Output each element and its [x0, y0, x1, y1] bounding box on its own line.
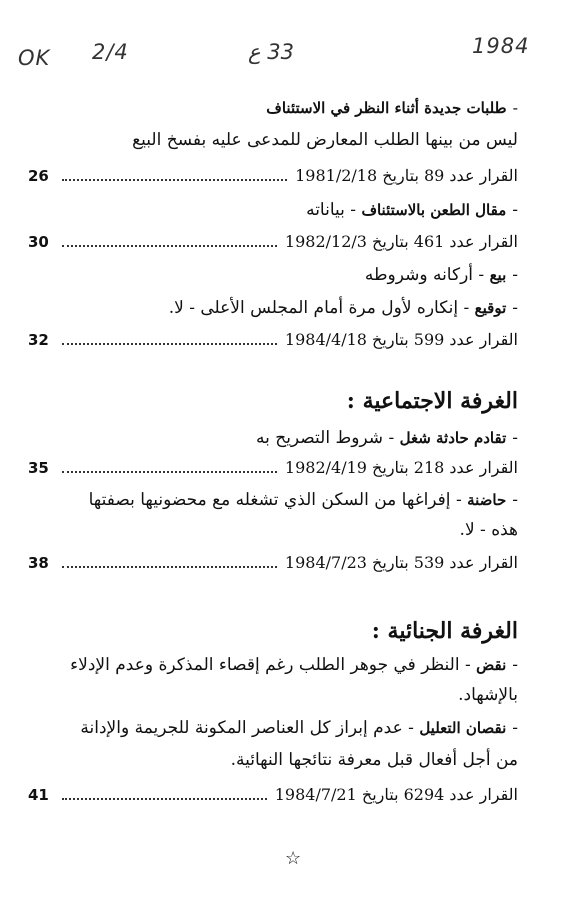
- page-number: 38: [28, 554, 49, 572]
- index-item: -مقال الطعن بالاستئناف - بياناته: [306, 200, 518, 220]
- index-item: -حاضنة - إفراغها من السكن الذي تشغله مع محضونيها بصفتها: [88, 490, 518, 510]
- entry-text: هذه - لا.: [459, 520, 518, 540]
- topic-label: تقادم حادثة شغل: [399, 429, 507, 447]
- page-number: 26: [28, 167, 49, 185]
- topic-label: حاضنة: [467, 491, 507, 509]
- entry-text: بالإشهاد.: [458, 685, 518, 705]
- page-number: 35: [28, 459, 49, 477]
- index-item: -نقصان التعليل - عدم إبراز كل العناصر المكونة للجريمة والإدانة: [80, 718, 518, 738]
- page-number: 32: [28, 331, 49, 349]
- section-title-criminal: الغرفة الجنائية :: [371, 618, 518, 644]
- decision-reference: القرار عدد 539 بتاريخ 1984/7/23 38: [28, 553, 518, 572]
- index-item: -نقض - النظر في جوهر الطلب رغم إقصاء المذكرة وعدم الإدلاء: [70, 655, 518, 675]
- topic-label: توقيع: [474, 299, 507, 317]
- topic-label: مقال الطعن بالاستئناف: [361, 201, 507, 219]
- index-item: -توقيع - إنكاره لأول مرة أمام المجلس الأعلى - لا.: [168, 298, 518, 318]
- index-item: -طلبات جديدة أثناء النظر في الاستئناف: [266, 98, 518, 117]
- decision-reference: القرار عدد 6294 بتاريخ 1984/7/21 41: [28, 785, 518, 804]
- entry-text: ليس من بينها الطلب المعارض للمدعى عليه بفسخ البيع: [132, 130, 518, 150]
- decision-reference: القرار عدد 599 بتاريخ 1984/4/18 32: [28, 330, 518, 349]
- topic-label: نقض: [476, 656, 507, 674]
- topic-label: نقصان التعليل: [419, 719, 507, 737]
- decision-reference: القرار عدد 461 بتاريخ 1982/12/3 30: [28, 232, 518, 251]
- page-number: 41: [28, 786, 49, 804]
- section-title-social: الغرفة الاجتماعية :: [346, 388, 518, 414]
- page-number: 30: [28, 233, 49, 251]
- decision-reference: القرار عدد 218 بتاريخ 1982/4/19 35: [28, 458, 518, 477]
- handwritten-ok: OK: [18, 46, 51, 70]
- handwritten-page-code: 33 ع: [248, 40, 294, 64]
- topic-label: بيع: [489, 266, 507, 284]
- handwritten-fraction: 2/4: [92, 40, 129, 64]
- entry-text: من أجل أفعال قبل معرفة نتائجها النهائية.: [230, 750, 518, 770]
- star-ornament-icon: ☆: [285, 848, 302, 869]
- handwritten-year: 1984: [472, 34, 530, 58]
- index-item: -تقادم حادثة شغل - شروط التصريح به: [255, 428, 518, 448]
- decision-reference: القرار عدد 89 بتاريخ 1981/2/18 26: [28, 166, 518, 185]
- topic-label: طلبات جديدة أثناء النظر في الاستئناف: [266, 99, 507, 117]
- index-item: -بيع - أركانه وشروطه: [364, 265, 518, 285]
